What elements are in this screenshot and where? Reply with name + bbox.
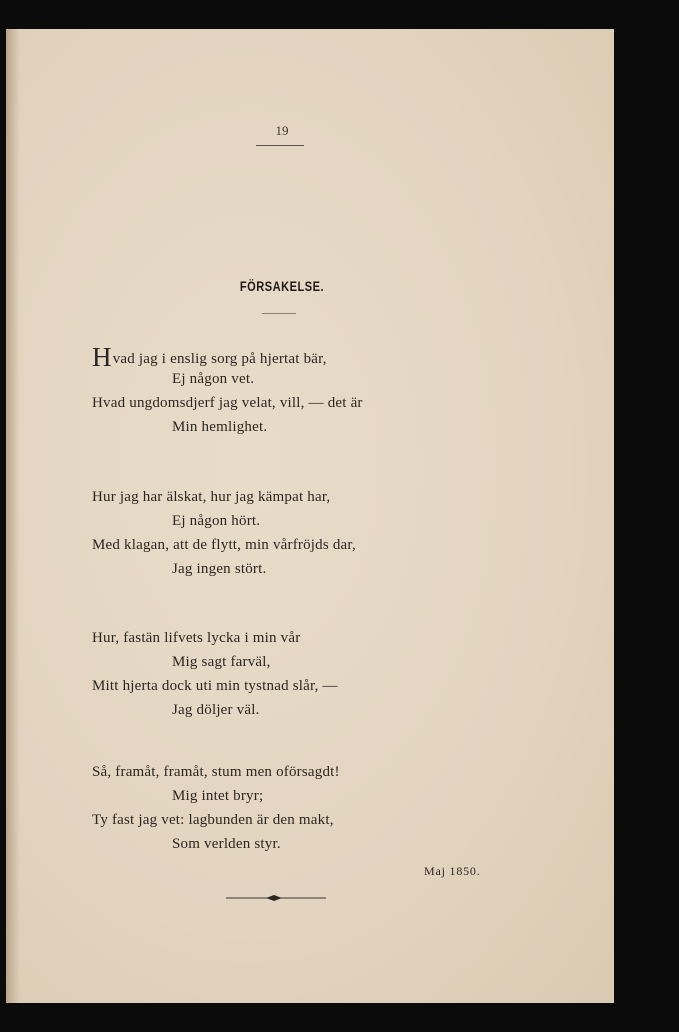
poem-title: FÖRSAKELSE.: [239, 279, 325, 294]
poem-line: Som verlden styr.: [172, 836, 281, 852]
title-divider: [262, 313, 296, 314]
ornament-divider-icon: [226, 891, 326, 905]
page-number: 19: [275, 123, 289, 138]
poem-line: Hur jag har älskat, hur jag kämpat har,: [92, 489, 331, 505]
poem-line: Ej någon hört.: [172, 513, 261, 529]
poem-line: Med klagan, att de flytt, min vårfröjds dar,: [92, 537, 356, 553]
poem-line: Ej någon vet.: [172, 371, 255, 387]
poem-line: Mig intet bryr;: [172, 788, 264, 804]
poem-line: Mig sagt farväl,: [172, 654, 271, 670]
page-gutter-shadow: [6, 29, 20, 1003]
poem-line-1-text: vad jag i enslig sorg på hjertat bär,: [112, 351, 327, 367]
poem-line: Jag ingen stört.: [172, 561, 267, 577]
drop-initial: H: [92, 342, 112, 372]
poem-line: Hur, fastän lifvets lycka i min vår: [92, 630, 301, 646]
poem-line: Hvad ungdomsdjerf jag velat, vill, — det är: [92, 395, 363, 411]
poem-line: Ty fast jag vet: lagbunden är den makt,: [92, 812, 334, 828]
poem-line: Mitt hjerta dock uti min tystnad slår, —: [92, 678, 338, 694]
book-page: [6, 29, 614, 1003]
poem-line-1: [92, 344, 327, 371]
page-number-underline: [256, 145, 304, 146]
poem-line: Min hemlighet.: [172, 419, 268, 435]
poem-date: Maj 1850.: [424, 864, 481, 878]
poem-line: Så, framåt, framåt, stum men oförsagdt!: [92, 764, 340, 780]
poem-line: Jag döljer väl.: [172, 702, 260, 718]
